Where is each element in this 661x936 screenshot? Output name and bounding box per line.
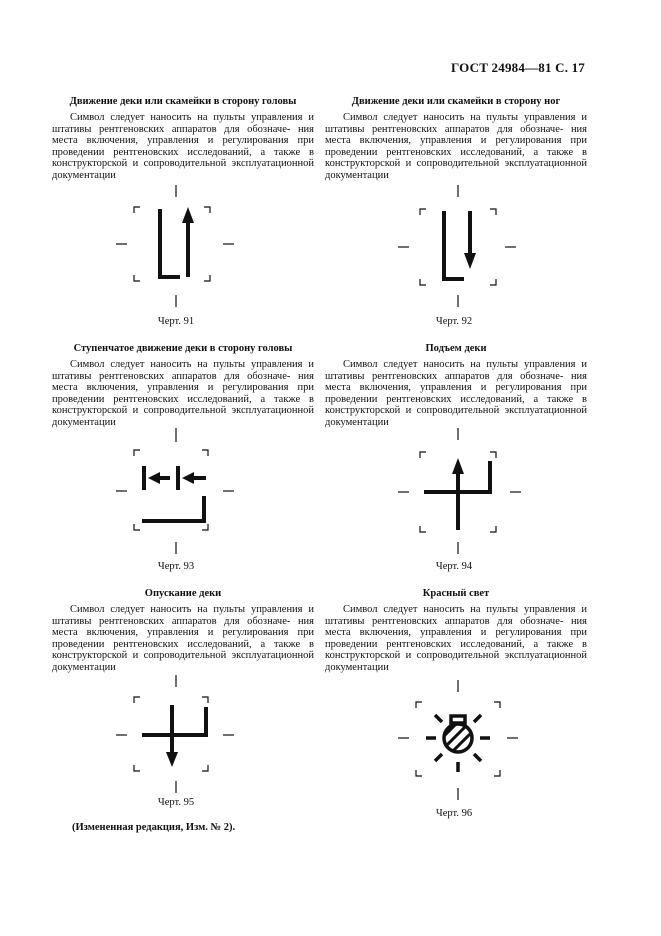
section-text: Символ следует наносить на пульты управления и штативы рентгеновских аппаратов для обозначе- ния места включения, управления и регулирования при проведении рентгеновских исследований, а также в конструкторской и сопроводительной эксплуатационной документации: [325, 359, 588, 428]
section-title: Ступенчатое движение деки в сторону головы: [73, 343, 293, 354]
stepwise-move-head-icon: [112, 428, 242, 558]
caption-95: Черт. 95: [157, 797, 195, 808]
caption-91: Черт. 91: [157, 316, 195, 327]
section-text: Символ следует наносить на пульты управления и штативы рентгеновских аппаратов для обозначе- ния места включения, управления и регулирования при проведении рентгеновских исследований, а также в конструкторской и сопроводительной эксплуатационной документации: [52, 359, 315, 428]
table-move-feet-icon: [394, 185, 524, 310]
red-light-icon: [394, 680, 524, 805]
section-96: [325, 588, 587, 673]
section-text: Символ следует наносить на пульты управления и штативы рентгеновских аппаратов для обозначе- ния места включения, управления и регулирования при проведении рентгеновских исследований, а также в конструкторской и сопроводительной эксплуатационной документации: [52, 604, 315, 673]
section-title: Опускание деки: [144, 588, 222, 599]
amendment-note: (Измененная редакция, Изм. № 2).: [72, 822, 236, 833]
section-91: [52, 96, 314, 181]
page-header: ГОСТ 24984—81 С. 17: [451, 60, 585, 75]
table-raise-icon: [394, 428, 524, 558]
caption-94: Черт. 94: [435, 561, 473, 572]
section-title: Движение деки или скамейки в сторону ног: [351, 96, 561, 107]
section-title: Подъем деки: [425, 343, 487, 354]
section-94: [325, 343, 587, 428]
table-lower-icon: [112, 675, 242, 800]
section-text: Символ следует наносить на пульты управления и штативы рентгеновских аппаратов для обозначе- ния места включения, управления и регулирования при проведении рентгеновских исследований, а также в конструкторской и сопроводительной эксплуатационной документации: [325, 112, 588, 181]
caption-96: Черт. 96: [435, 808, 473, 819]
table-move-head-icon: [112, 185, 242, 310]
section-92: [325, 96, 587, 181]
section-title: Движение деки или скамейки в сторону головы: [69, 96, 297, 107]
section-title: Красный свет: [422, 588, 490, 599]
section-95: [52, 588, 314, 673]
section-text: Символ следует наносить на пульты управления и штативы рентгеновских аппаратов для обозначе- ния места включения, управления и регулирования при проведении рентгеновских исследований, а также в конструкторской и сопроводительной эксплуатационной документации: [52, 112, 315, 181]
section-93: [52, 343, 314, 428]
caption-93: Черт. 93: [157, 561, 195, 572]
section-text: Символ следует наносить на пульты управления и штативы рентгеновских аппаратов для обозначе- ния места включения, управления и регулирования при проведении рентгеновских исследований, а также в конструкторской и сопроводительной эксплуатационной документации: [325, 604, 588, 673]
caption-92: Черт. 92: [435, 316, 473, 327]
